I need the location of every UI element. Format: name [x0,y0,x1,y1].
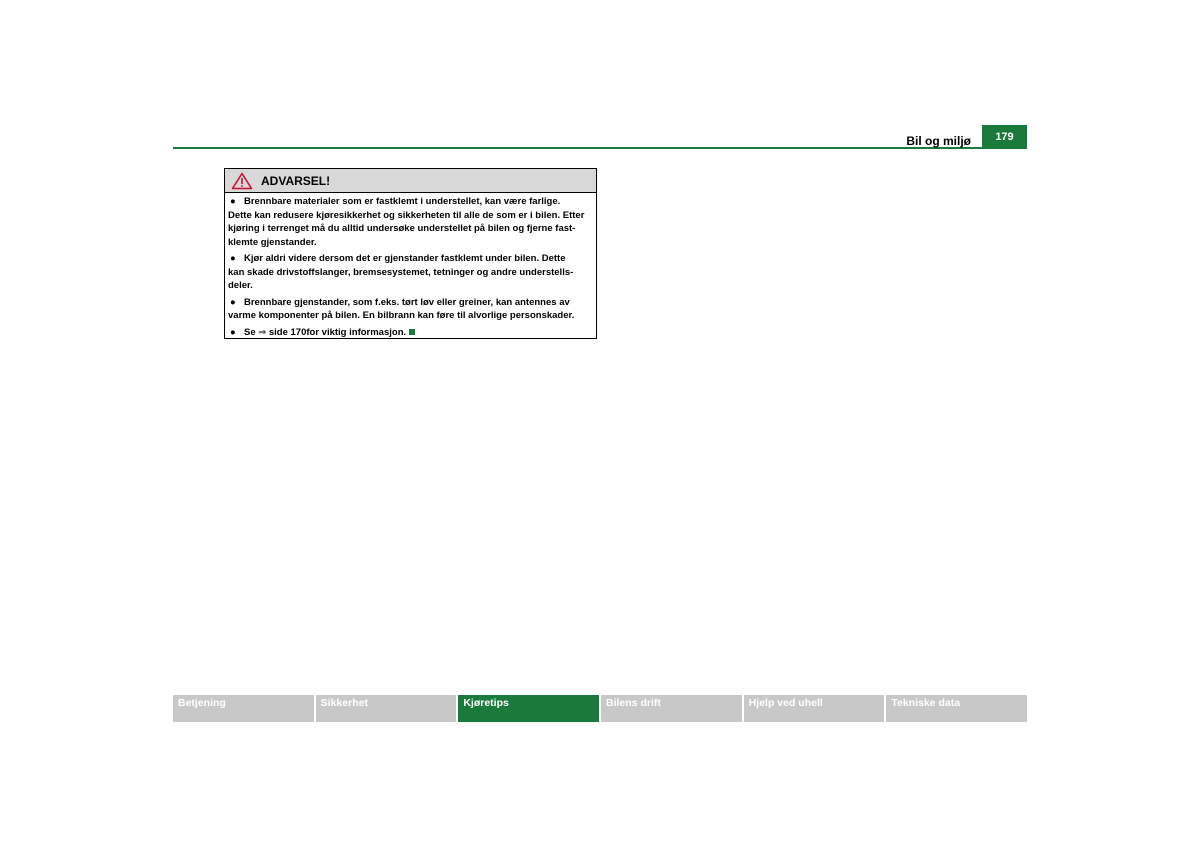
warning-header [225,169,596,193]
arrow-right-icon: ⇒ [258,326,267,338]
tab-betjening[interactable]: Betjening [173,695,314,722]
reference-link[interactable]: side 170for viktig informasjon. [268,326,407,338]
reference-prefix: Se [244,326,256,338]
warning-line: kan skade drivstoffslanger, bremsesystemet, tetninger og andre understells- [228,266,574,278]
bullet-icon: ● [230,326,236,338]
warning-item [228,195,592,249]
bullet-icon: ● [230,253,236,264]
page-number: 179 [982,125,1027,149]
warning-item [228,252,592,293]
tab-tekniske-data[interactable]: Tekniske data [886,695,1027,722]
warning-line: Kjør aldri videre dersom det er gjenstander fastklemt under bilen. Dette [244,253,566,264]
warning-line: deler. [228,280,253,291]
tab-bilens-drift[interactable]: Bilens drift [601,695,742,722]
warning-reference [228,326,592,340]
bullet-icon: ● [230,196,236,207]
section-title: Bil og miljø [906,134,971,148]
bullet-icon: ● [230,296,236,308]
footer-nav [173,695,1027,722]
header-rule [173,147,1027,149]
warning-line: Dette kan redusere kjøresikkerhet og sikkerheten til alle de som er i bilen. Etter [228,209,585,221]
tab-hjelp-ved-uhell[interactable]: Hjelp ved uhell [744,695,885,722]
warning-box [224,168,597,339]
tab-sikkerhet[interactable]: Sikkerhet [316,695,457,722]
warning-line: kjøring i terrenget må du alltid undersøke understellet på bilen og fjerne fast- [228,223,576,234]
warning-line: klemte gjenstander. [228,236,317,248]
end-of-section-icon [409,329,415,335]
tab-kjoretips[interactable]: Kjøretips [458,695,599,722]
warning-line: Brennbare gjenstander, som f.eks. tørt løv eller greiner, kan antennes av [244,296,570,308]
warning-body [225,193,596,339]
warning-item [228,296,592,323]
warning-triangle-icon [231,172,253,190]
warning-line: Brennbare materialer som er fastklemt i understellet, kan være farlige. [244,196,561,207]
warning-title: ADVARSEL! [261,173,331,188]
warning-line: varme komponenter på bilen. En bilbrann kan føre til alvorlige personskader. [228,310,575,321]
